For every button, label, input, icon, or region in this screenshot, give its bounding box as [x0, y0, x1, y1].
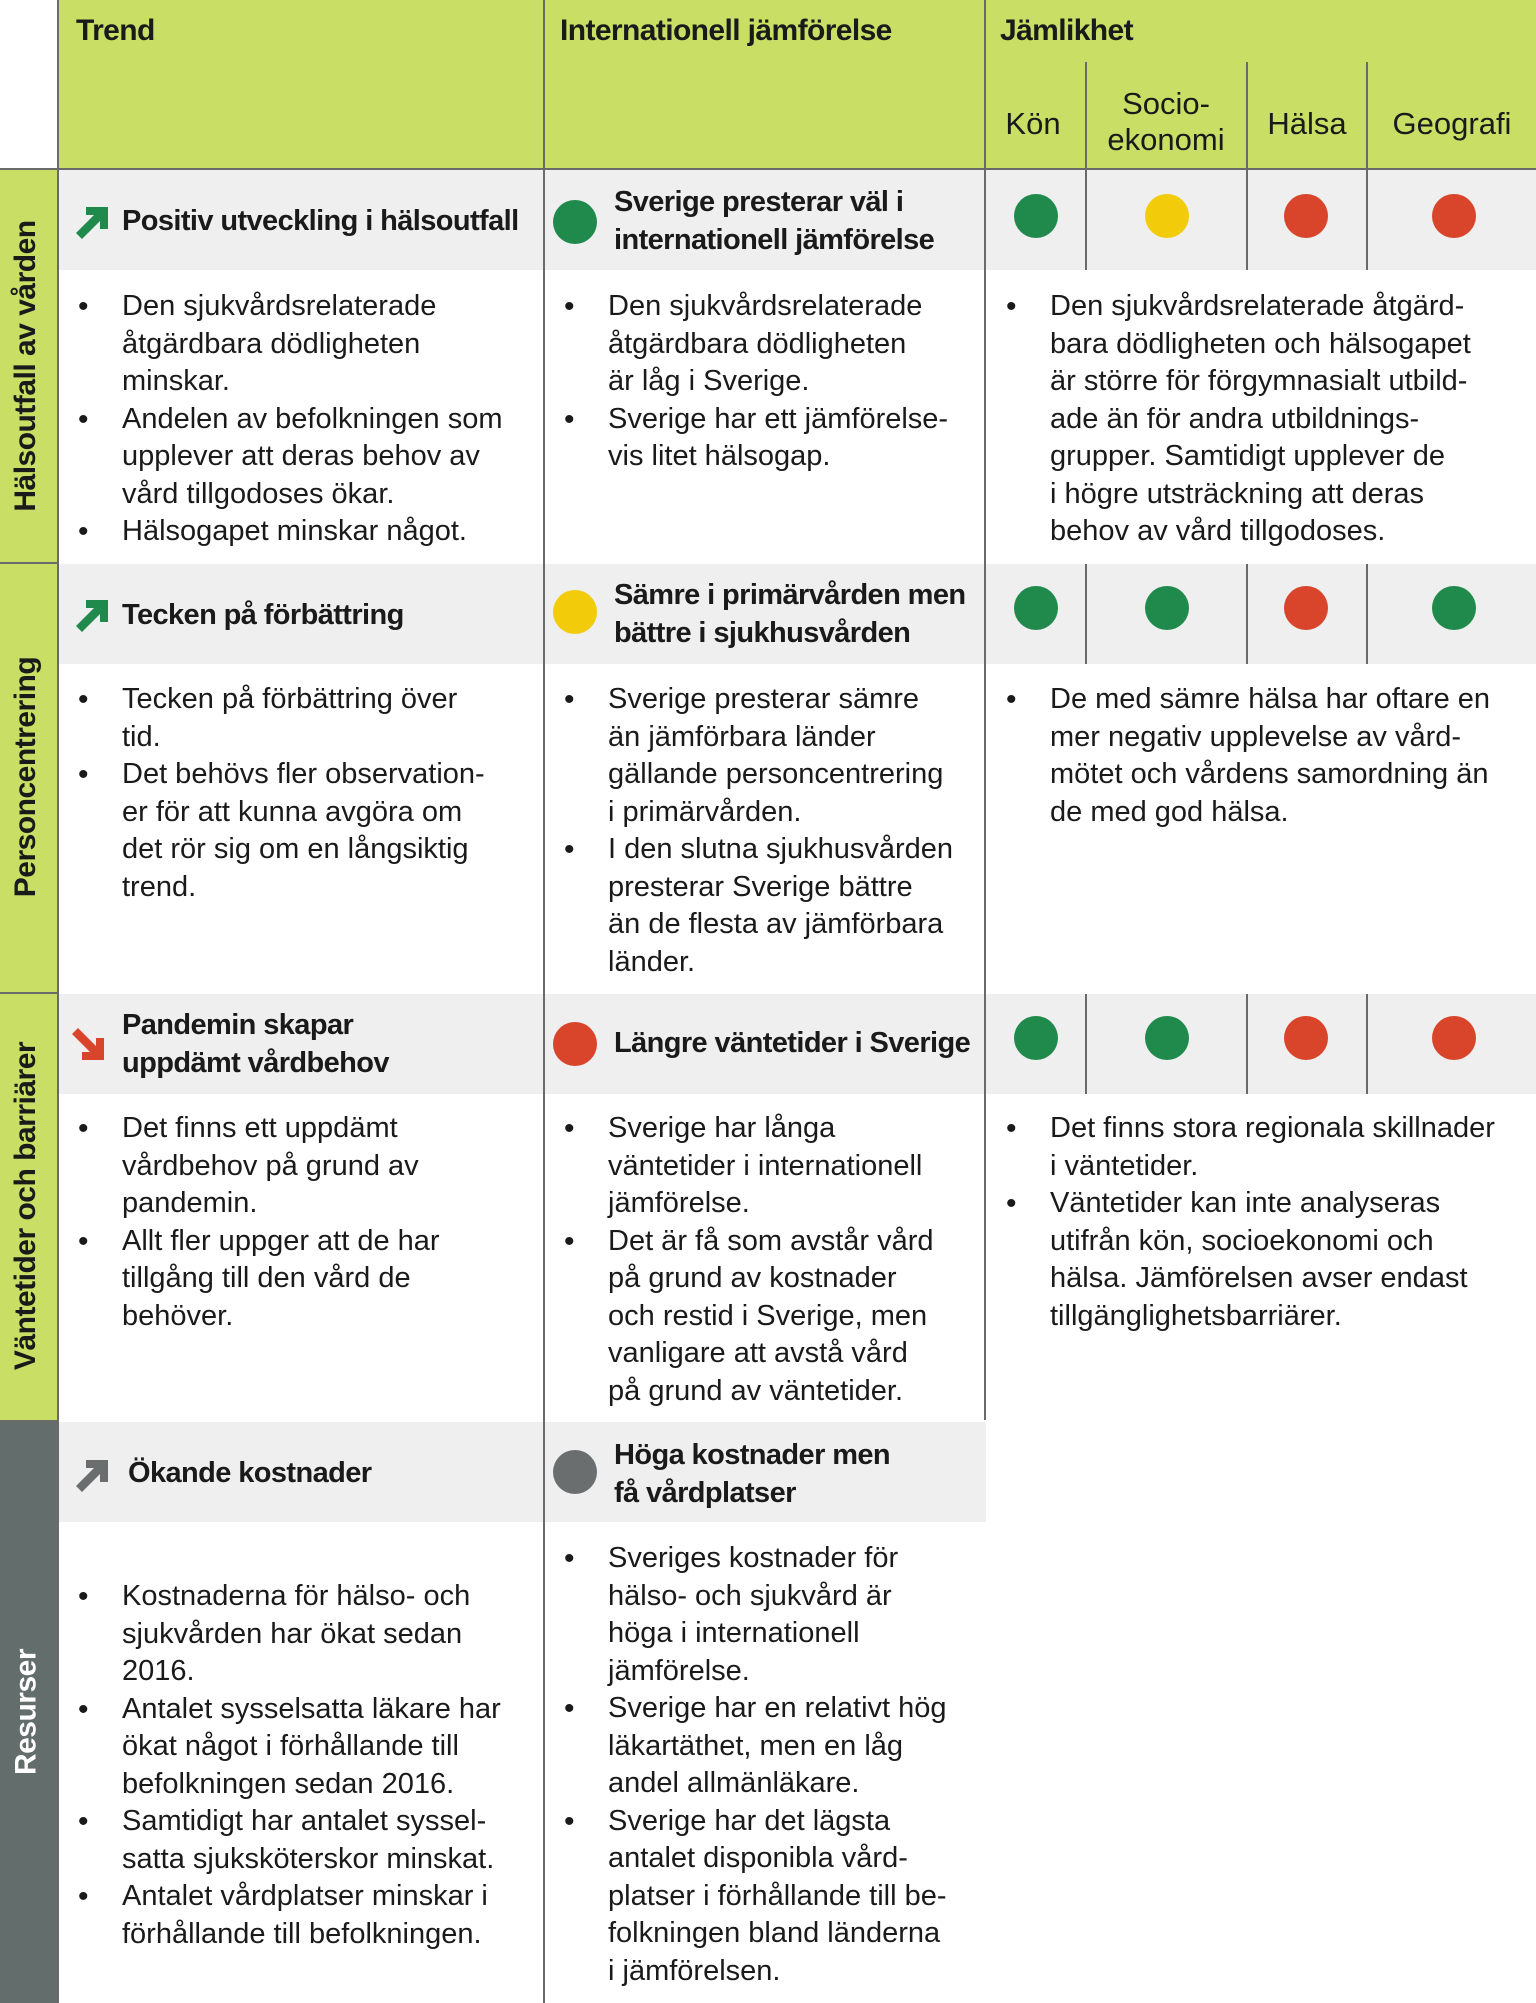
row2-equality-list — [1006, 681, 1534, 831]
divider-h1 — [0, 562, 58, 564]
divider-v11 — [1246, 994, 1248, 1094]
status-dot-icon — [1432, 586, 1476, 630]
status-dot-icon — [1145, 586, 1189, 630]
list-item: • Sverige har långa väntetider i internationell jämförelse. — [564, 1110, 979, 1223]
status-dot-icon — [1432, 1016, 1476, 1060]
list-item: • Antalet vårdplatser minskar i förhållande till befolkningen. — [78, 1878, 538, 1953]
status-dot-icon — [553, 590, 597, 634]
subheader-geografi: Geografi — [1392, 106, 1512, 141]
list-item: • Det är få som avstår vård på grund av kostnader och restid i Sverige, men vanligare att avstå vård på grund av väntetider. — [564, 1223, 979, 1411]
row3-trend-list — [78, 1110, 538, 1335]
list-item: • Kostnaderna för hälso- och sjukvården har ökat sedan 2016. — [78, 1578, 538, 1691]
list-item: • Antalet sysselsatta läkare har ökat något i förhållande till befolkningen sedan 2016. — [78, 1691, 538, 1804]
divider-h3 — [0, 1420, 58, 1422]
trend-up-right-icon — [76, 598, 112, 634]
status-dot-icon — [553, 1450, 597, 1494]
status-dot-icon — [1014, 586, 1058, 630]
row4-international-list — [564, 1540, 979, 1990]
row2-trend-heading: Tecken på förbättring — [122, 599, 404, 631]
divider-v8 — [1246, 564, 1248, 664]
row4-trend-list — [78, 1578, 538, 1953]
divider-v5 — [1246, 62, 1248, 270]
row4-international-heading: Höga kostnader men få vårdplatser — [614, 1439, 891, 1509]
list-item: • Den sjukvårdsrelaterade åtgärdbara dödligheten minskar. — [78, 288, 538, 401]
list-item: • Sverige presterar sämre än jämförbara länder gällande personcentrering i primärvården. — [564, 681, 979, 831]
subheader-halsa: Hälsa — [1267, 106, 1347, 141]
list-item: • Allt fler uppger att de har tillgång till den vård de behöver. — [78, 1223, 538, 1336]
divider-v12 — [1366, 994, 1368, 1094]
status-dot-icon — [1145, 1016, 1189, 1060]
row-label-vantetider: Väntetider och barriärer — [9, 1041, 42, 1371]
list-item: • Sveriges kostnader för hälso- och sjukvård är höga i internationell jämförelse. — [564, 1540, 979, 1690]
row2-trend-list — [78, 681, 538, 906]
row-label-halsoutfall: Hälsoutfall av vården — [9, 220, 42, 512]
row1-international-heading: Sverige presterar väl i internationell jämförelse — [614, 186, 935, 256]
list-item: • Hälsogapet minskar något. — [78, 513, 538, 551]
row3-international-list — [564, 1110, 979, 1410]
row1-trend-list — [78, 288, 538, 551]
trend-down-right-icon — [72, 1026, 108, 1062]
list-item: • Sverige har en relativt hög läkartäthet, men en låg andel allmänläkare. — [564, 1690, 979, 1803]
status-dot-icon — [1284, 1016, 1328, 1060]
row1-international-list — [564, 288, 979, 476]
row-label-personcentrering: Personcentrering — [9, 656, 42, 898]
status-dot-icon — [1432, 194, 1476, 238]
divider-v2 — [543, 0, 545, 2003]
row2-international-list — [564, 681, 979, 981]
row4-trend-heading: Ökande kostnader — [128, 1457, 372, 1489]
status-dot-icon — [1014, 194, 1058, 238]
column-header-trend: Trend — [76, 14, 155, 47]
list-item: • Samtidigt har antalet syssel- satta sjuksköterskor minskat. — [78, 1803, 538, 1878]
list-item: • Den sjukvårdsrelaterade åtgärd- bara dödligheten och hälsogapet är större för förgymnasialt utbild- ade än för andra utbildnings- grupper. Samtidigt upplever de i högre utsträckning att deras behov av vård tillgodoses. — [1006, 288, 1534, 551]
status-dot-icon — [553, 200, 597, 244]
row-label-resurser: Resurser — [9, 1648, 43, 1776]
divider-v10 — [1085, 994, 1087, 1094]
row3-trend-heading: Pandemin skapar uppdämt vårdbehov — [122, 1009, 389, 1079]
status-dot-icon — [1284, 586, 1328, 630]
list-item: • Det behövs fler observation- er för att kunna avgöra om det rör sig om en långsiktig trend. — [78, 756, 538, 906]
list-item: • Den sjukvårdsrelaterade åtgärdbara dödligheten är låg i Sverige. — [564, 288, 979, 401]
row3-international-heading: Längre väntetider i Sverige — [614, 1027, 971, 1059]
divider-v1 — [57, 0, 59, 2003]
status-dot-icon — [1145, 194, 1189, 238]
list-item: • I den slutna sjukhusvården presterar Sverige bättre än de flesta av jämförbara länder. — [564, 831, 979, 981]
subheader-kon: Kön — [1005, 106, 1061, 141]
list-item: • Sverige har det lägsta antalet disponibla vård- platser i förhållande till be- folkningen bland länderna i jämförelsen. — [564, 1803, 979, 1991]
list-item: • Det finns ett uppdämt vårdbehov på grund av pandemin. — [78, 1110, 538, 1223]
list-item: • Det finns stora regionala skillnader i väntetider. — [1006, 1110, 1534, 1185]
divider-h0 — [0, 168, 1536, 170]
row1-equality-list — [1006, 288, 1534, 551]
row3-equality-list — [1006, 1110, 1534, 1335]
row2-international-heading: Sämre i primärvården men bättre i sjukhusvården — [614, 579, 966, 649]
row1-trend-heading: Positiv utveckling i hälsoutfall — [122, 205, 519, 237]
divider-v9 — [1366, 564, 1368, 664]
divider-v6 — [1366, 62, 1368, 270]
subheader-socio: Socio- ekonomi — [1107, 86, 1225, 157]
list-item: • Andelen av befolkningen som upplever att deras behov av vård tillgodoses ökar. — [78, 401, 538, 514]
divider-v4 — [1085, 62, 1087, 270]
column-header-equality: Jämlikhet — [1000, 14, 1133, 47]
list-item: • Tecken på förbättring över tid. — [78, 681, 538, 756]
list-item: • Väntetider kan inte analyseras utifrån kön, socioekonomi och hälsa. Jämförelsen avser endast tillgänglighetsbarriärer. — [1006, 1185, 1534, 1335]
trend-up-right-icon — [76, 1458, 112, 1494]
list-item: • De med sämre hälsa har oftare en mer negativ upplevelse av vård- mötet och vårdens samordning än de med god hälsa. — [1006, 681, 1534, 831]
divider-v7 — [1085, 564, 1087, 664]
divider-h2 — [0, 992, 58, 994]
list-item: • Sverige har ett jämförelse- vis litet hälsogap. — [564, 401, 979, 476]
trend-up-right-icon — [76, 205, 112, 241]
column-header-international: Internationell jämförelse — [560, 14, 892, 47]
status-dot-icon — [1014, 1016, 1058, 1060]
status-dot-icon — [553, 1022, 597, 1066]
divider-v3 — [984, 0, 986, 1420]
status-dot-icon — [1284, 194, 1328, 238]
